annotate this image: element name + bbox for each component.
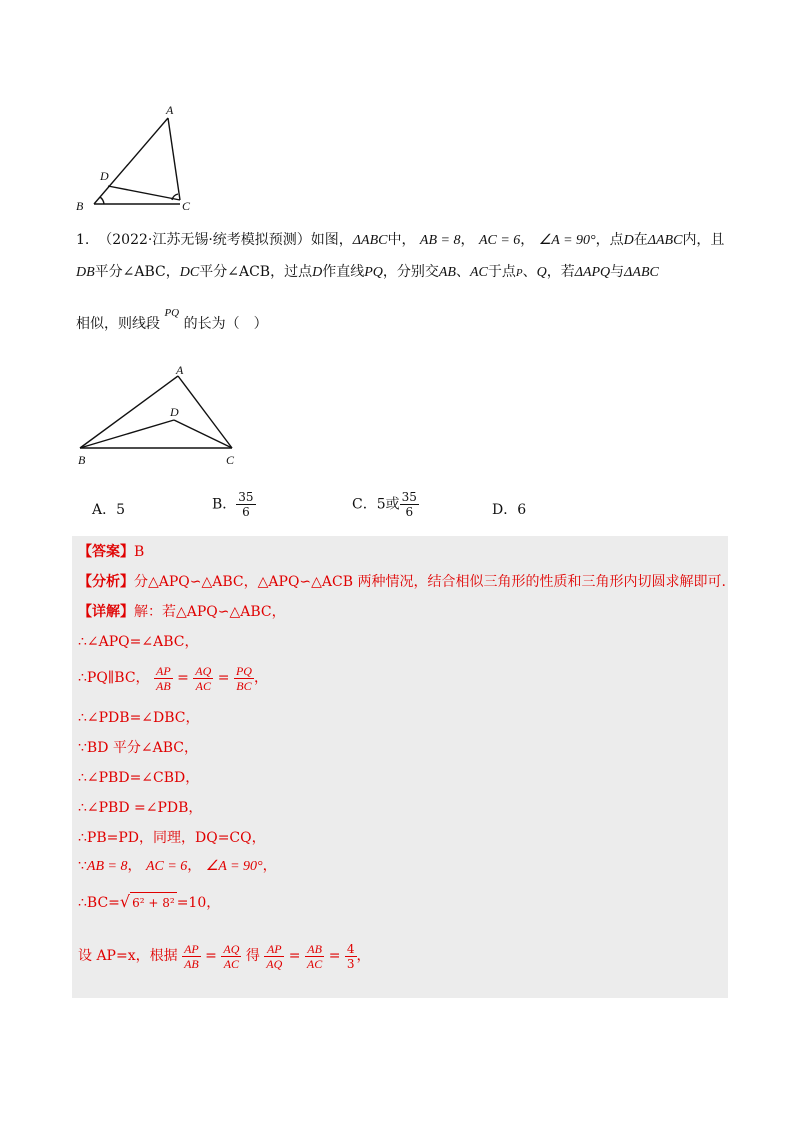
fraction-numerator: AQ	[223, 941, 240, 956]
fraction-denominator: AB	[184, 956, 199, 971]
answer-value: B	[134, 544, 145, 560]
fig2-label-c: C	[226, 453, 235, 467]
choice-c-denominator: 6	[400, 504, 419, 519]
solution-step-10: 设 AP=x，根据 $\frac{AP}{AB}$ = $\frac{AQ}{AC}$ 得 $\frac{AP}{AQ}$ = $\frac{AB}{AC}$ = $\frac{4}{3}$ ，	[78, 941, 371, 971]
math-point-d: D	[623, 233, 634, 248]
fig2-segment-dc	[174, 420, 232, 448]
question-line-2	[76, 262, 659, 283]
fig2-label-a: A	[176, 363, 184, 377]
solution-step-7: ∴PB=PD，同理，DQ=CQ，	[78, 830, 266, 846]
triangle-figure-2	[72, 360, 252, 470]
fraction-denominator: AC	[306, 956, 323, 971]
fig1-label-d: D	[100, 169, 109, 183]
detail-tag: 【详解】	[78, 604, 134, 620]
fraction-denominator: 3	[346, 956, 355, 971]
analysis-text: 分△APQ∽△ABC，△APQ∽△ACB 两种情况，结合相似三角形的性质和三角形内切圆求解即可.	[134, 574, 726, 590]
fig1-label-c: C	[182, 199, 191, 213]
question-text: 平分∠ACB，过点	[199, 264, 313, 280]
step-text: ，	[356, 948, 371, 964]
math-ac-value: AC = 6	[478, 233, 521, 248]
solution-step-2: ∴PQ∥BC， $\frac{AP}{AB}$ = $\frac{AQ}{AC}$ = $\frac{PQ}{BC}$ ，	[78, 663, 268, 693]
fig1-segment-dc	[108, 186, 180, 200]
fig1-angle-mark-b	[100, 197, 104, 204]
fraction-numerator: PQ	[235, 663, 252, 678]
separator: 、	[522, 264, 537, 280]
fig2-label-b: B	[78, 453, 86, 467]
step-text: 得	[245, 948, 260, 964]
math-ab: AB	[438, 265, 456, 280]
math-point-p: P	[515, 267, 523, 279]
solution-step-1: ∴∠APQ=∠ABC，	[78, 634, 199, 650]
math-ab-value: AB = 8	[419, 233, 461, 248]
solution-step-4: ∵BD 平分∠ABC，	[78, 740, 198, 756]
math-pq: PQ	[364, 265, 383, 280]
question-text: ，分别交	[382, 264, 439, 280]
choice-c-label: C．5或	[352, 496, 400, 513]
math-pq: PQ	[164, 307, 180, 319]
question-text: 如图，	[310, 232, 353, 248]
math-angle-a: ∠A = 90°	[205, 859, 263, 874]
fig2-side-ac	[178, 376, 232, 448]
detail-line	[78, 602, 286, 622]
step-text: =10，	[176, 895, 221, 911]
step-text: 设 AP=x，根据	[78, 948, 178, 964]
fraction-denominator: AC	[221, 956, 241, 971]
fig1-side-ac	[168, 118, 180, 200]
analysis-line	[78, 572, 726, 592]
fraction-numerator: AB	[307, 941, 322, 956]
triangle-figure-1	[70, 100, 210, 220]
math-ac: AC	[469, 265, 488, 280]
question-text: 中，	[387, 232, 416, 248]
choice-a: A．5	[92, 502, 126, 518]
question-text: 平分∠ABC，	[94, 264, 180, 280]
step-text: ∵	[78, 858, 87, 874]
fraction-denominator: AC	[193, 678, 213, 693]
question-text: 作直线	[322, 264, 365, 280]
choice-d: D．6	[492, 502, 527, 518]
fraction-numerator: AQ	[195, 663, 212, 678]
choice-b	[212, 490, 256, 519]
math-angle-a: ∠A = 90°	[538, 233, 596, 248]
question-text: 内，且	[682, 232, 725, 248]
fig2-label-d: D	[170, 405, 179, 419]
solution-step-8: ∵AB = 8， AC = 6， ∠A = 90°，	[78, 858, 277, 874]
step-text: ，	[253, 670, 268, 686]
fraction-numerator: AP	[155, 663, 171, 678]
solution-step-3: ∴∠PDB=∠DBC，	[78, 710, 200, 726]
fraction-numerator: AP	[184, 941, 199, 956]
fig1-label-a: A	[166, 103, 174, 117]
fraction-numerator: 4	[346, 941, 355, 956]
answer-tag: 【答案】	[78, 544, 134, 560]
math-triangle-abc: ΔABC	[647, 233, 683, 248]
sqrt-icon: √	[119, 892, 131, 911]
question-line-1: 1. （2022·江苏无锡·统考模拟预测）如图，ΔABC中， AB = 8， AC = 6， ∠A = 90°，点D在ΔABC内，且	[76, 232, 725, 248]
separator: 、	[455, 264, 470, 280]
fig2-segment-bd	[80, 420, 174, 448]
fraction-numerator: AP	[266, 941, 282, 956]
choice-c-numerator: 35	[401, 490, 417, 504]
question-source: （2022·江苏无锡·统考模拟预测）	[98, 232, 311, 248]
math-triangle-abc: ΔABC	[624, 265, 659, 280]
choice-b-label: B．	[212, 496, 237, 513]
question-text: 在	[633, 232, 648, 248]
choice-b-denominator: 6	[236, 504, 255, 519]
math-point-q: Q	[536, 265, 547, 280]
step-text: ∴BC=	[78, 895, 120, 911]
math-ac-value: AC = 6	[145, 859, 188, 874]
fraction-denominator: AB	[155, 678, 171, 693]
choice-b-numerator: 35	[238, 490, 254, 504]
choice-c	[352, 490, 419, 519]
fraction-denominator: AQ	[266, 956, 283, 971]
math-dc: DC	[179, 265, 200, 280]
sqrt-radicand: 6² + 8²	[130, 892, 177, 913]
solution-step-9	[78, 892, 220, 913]
question-text: ，点	[595, 232, 624, 248]
question-text: ，若	[546, 264, 575, 280]
math-triangle-apq: ΔAPQ	[574, 265, 611, 280]
question-line-3	[76, 307, 268, 335]
math-ab-value: AB = 8	[86, 859, 128, 874]
question-text: 于点	[487, 264, 516, 280]
math-point-d: D	[312, 265, 323, 280]
math-triangle-abc: ΔABC	[352, 233, 388, 248]
solution-step-6: ∴∠PBD =∠PDB，	[78, 800, 203, 816]
answer-line	[78, 542, 144, 562]
solution-step-5: ∴∠PBD=∠CBD，	[78, 770, 200, 786]
math-db: DB	[76, 265, 95, 280]
question-text: 相似，则线段	[76, 316, 160, 332]
fraction-denominator: BC	[234, 678, 254, 693]
fig1-label-b: B	[76, 199, 84, 213]
detail-text: 解：若△APQ∽△ABC，	[134, 604, 286, 620]
step-text: ∴PQ∥BC，	[78, 670, 150, 686]
question-number: 1.	[76, 232, 90, 248]
fig2-side-ab	[80, 376, 178, 448]
question-text: 与	[610, 264, 625, 280]
question-text: 的长为（ ）	[183, 316, 268, 332]
analysis-tag: 【分析】	[78, 574, 134, 590]
